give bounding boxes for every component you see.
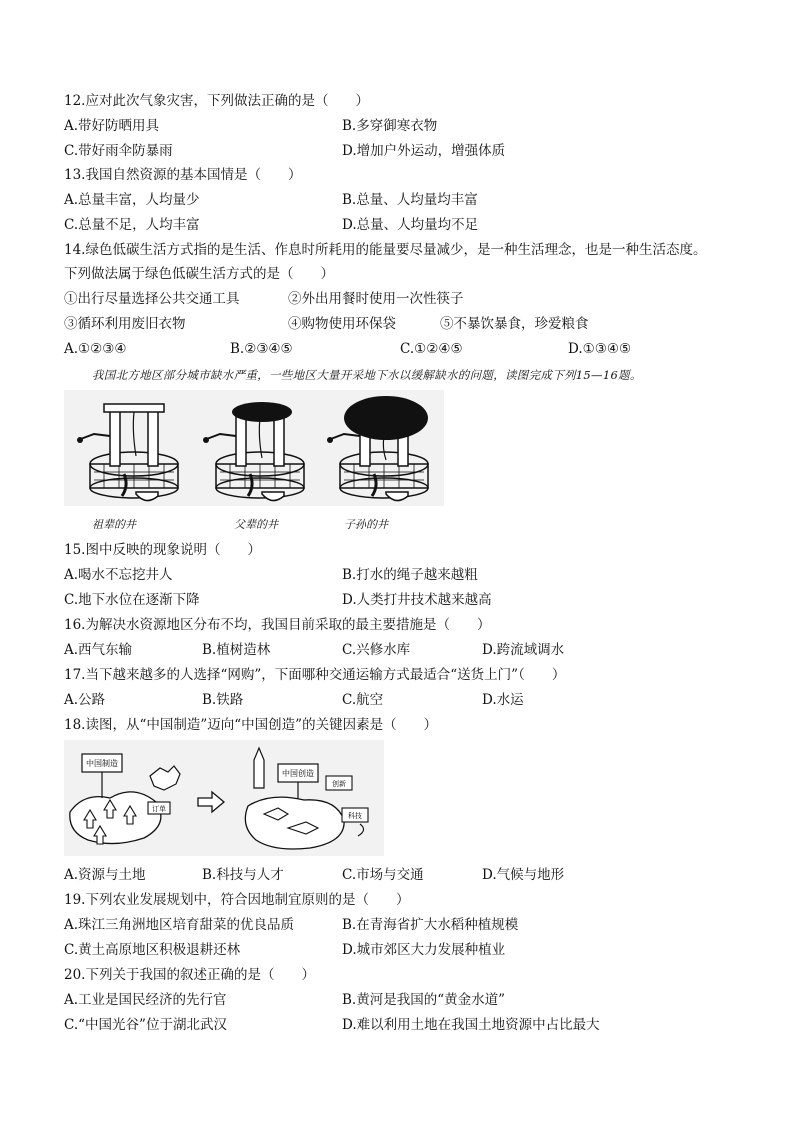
q13-option-b: B.总量、人均量均丰富 bbox=[342, 192, 478, 208]
q16-stem: 16.为解决水资源地区分布不均，我国目前采取的最主要措施是（ ） bbox=[64, 617, 491, 633]
well-descendants bbox=[327, 396, 428, 501]
arrow-right-icon bbox=[198, 792, 224, 812]
q14-option-b: B.②③④⑤ bbox=[230, 341, 293, 357]
rocket-icon bbox=[254, 748, 264, 788]
q16-option-c: C.兴修水库 bbox=[342, 642, 411, 658]
q20-option-a: A.工业是国民经济的先行官 bbox=[64, 992, 227, 1008]
sign-innovation: 创新 bbox=[332, 780, 346, 788]
q12-option-c: C.带好雨伞防暴雨 bbox=[64, 143, 173, 159]
well-illustration bbox=[64, 390, 444, 506]
q18-option-c: C.市场与交通 bbox=[342, 867, 424, 883]
q15-option-b: B.打水的绳子越来越粗 bbox=[342, 567, 478, 583]
q19-option-b: B.在青海省扩大水稻种植规模 bbox=[342, 917, 519, 933]
q14-statement-5: ⑤不暴饮暴食，珍爱粮食 bbox=[440, 316, 589, 332]
caption-descendants-well: 子孙的井 bbox=[344, 518, 388, 531]
q18-option-d: D.气候与地形 bbox=[482, 867, 565, 883]
q13-option-c: C.总量不足，人均丰富 bbox=[64, 217, 200, 233]
q20-stem: 20.下列关于我国的叙述正确的是（ ） bbox=[64, 967, 315, 983]
q12-option-a: A.带好防晒用具 bbox=[64, 118, 160, 134]
q12-option-d: D.增加户外运动，增强体质 bbox=[342, 143, 506, 159]
caption-grandparents-well: 祖辈的井 bbox=[92, 518, 136, 531]
industry-figure bbox=[64, 740, 384, 856]
q14-statement-2: ②外出用餐时使用一次性筷子 bbox=[288, 291, 464, 307]
q18-option-b: B.科技与人才 bbox=[202, 867, 284, 883]
q14-statement-3: ③循环利用废旧衣物 bbox=[64, 316, 186, 332]
q18-stem: 18.读图，从“中国制造”迈向“中国创造”的关键因素是（ ） bbox=[64, 717, 438, 733]
q13-option-a: A.总量丰富，人均量少 bbox=[64, 192, 200, 208]
q15-option-c: C.地下水位在逐渐下降 bbox=[64, 592, 200, 608]
well-grandparents bbox=[77, 404, 178, 501]
q15-option-a: A.喝水不忘挖井人 bbox=[64, 567, 173, 583]
q12-option-b: B.多穿御寒衣物 bbox=[342, 118, 438, 134]
q20-option-d: D.难以利用土地在我国土地资源中占比最大 bbox=[342, 1017, 600, 1033]
q17-option-b: B.铁路 bbox=[202, 692, 244, 708]
q14-option-d: D.①③④⑤ bbox=[568, 341, 632, 357]
sign-order: 订单 bbox=[152, 805, 166, 813]
q17-stem: 17.当下越来越多的人选择“网购”，下面哪种交通运输方式最适合“送货上门”（ ） bbox=[64, 667, 566, 683]
q19-option-a: A.珠江三角洲地区培育甜菜的优良品质 bbox=[64, 917, 295, 933]
well-parents bbox=[203, 402, 304, 501]
q20-option-c: C.“中国光谷”位于湖北武汉 bbox=[64, 1017, 227, 1033]
q20-option-b: B.黄河是我国的“黄金水道” bbox=[342, 992, 506, 1008]
q19-option-c: C.黄土高原地区积极退耕还林 bbox=[64, 942, 241, 958]
industry-illustration bbox=[64, 740, 384, 856]
q15-option-d: D.人类打井技术越来越高 bbox=[342, 592, 492, 608]
sign-made-in-china: 中国制造 bbox=[86, 759, 118, 768]
q14-option-a: A.①②③④ bbox=[64, 341, 127, 357]
q14-stem-line2: 下列做法属于绿色低碳生活方式的是（ ） bbox=[64, 266, 334, 282]
sign-technology: 科技 bbox=[348, 812, 362, 820]
q19-stem: 19.下列农业发展规划中，符合因地制宜原则的是（ ） bbox=[64, 892, 410, 908]
q12-stem: 12.应对此次气象灾害，下列做法正确的是（ ） bbox=[64, 93, 369, 109]
sign-created-in-china: 中国创造 bbox=[282, 769, 314, 778]
q17-option-d: D.水运 bbox=[482, 692, 524, 708]
q17-option-a: A.公路 bbox=[64, 692, 106, 708]
q14-statement-4: ④购物使用环保袋 bbox=[288, 316, 396, 332]
q14-statement-1: ①出行尽量选择公共交通工具 bbox=[64, 291, 240, 307]
q16-option-d: D.跨流域调水 bbox=[482, 642, 565, 658]
q15-stem: 15.图中反映的现象说明（ ） bbox=[64, 542, 261, 558]
q14-option-c: C.①②④⑤ bbox=[400, 341, 463, 357]
q19-option-d: D.城市郊区大力发展种植业 bbox=[342, 942, 506, 958]
q13-option-d: D.总量、人均量均不足 bbox=[342, 217, 479, 233]
q17-option-c: C.航空 bbox=[342, 692, 384, 708]
q16-option-a: A.西气东输 bbox=[64, 642, 133, 658]
intro-15-16: 我国北方地区部分城市缺水严重，一些地区大量开采地下水以缓解缺水的问题，读图完成下列15—16题。 bbox=[92, 368, 642, 382]
caption-parents-well: 父辈的井 bbox=[234, 518, 278, 531]
q16-option-b: B.植树造林 bbox=[202, 642, 271, 658]
well-figure bbox=[64, 390, 444, 506]
q13-stem: 13.我国自然资源的基本国情是（ ） bbox=[64, 167, 302, 183]
q18-option-a: A.资源与土地 bbox=[64, 867, 146, 883]
q14-stem-line1: 14.绿色低碳生活方式指的是生活、作息时所耗用的能量要尽量减少，是一种生活理念，也是一种生活态度。 bbox=[64, 242, 707, 258]
